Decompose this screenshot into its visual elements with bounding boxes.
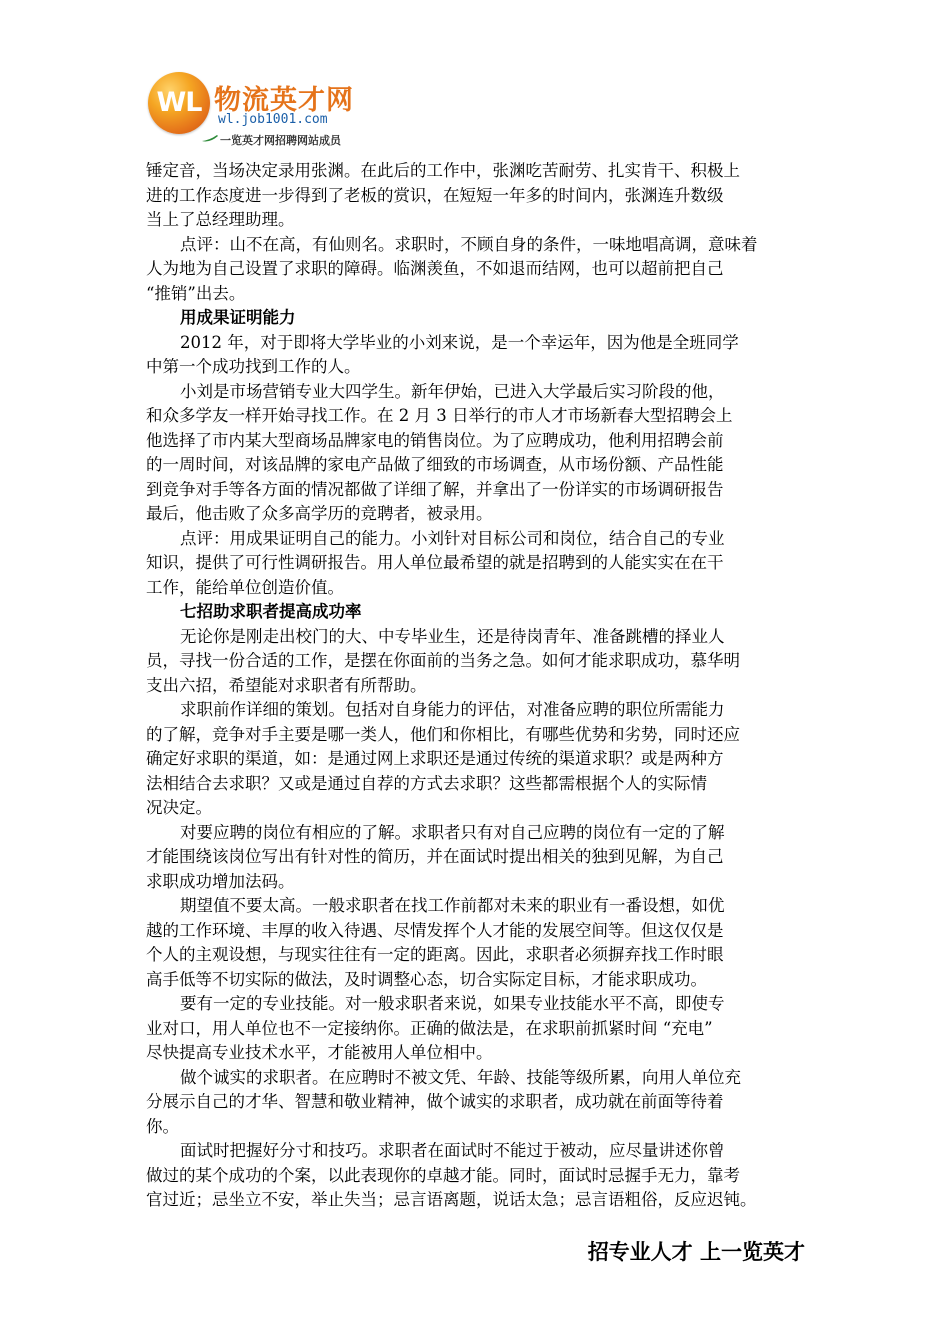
logo-tagline: 一览英才网招聘网站成员	[220, 134, 341, 147]
paragraph-line: 最后，他击败了众多高学历的竞聘者，被录用。	[146, 504, 493, 523]
paragraph-line: 知识，提供了可行性调研报告。用人单位最希望的就是招聘到的人能实实在在干	[146, 553, 724, 572]
paragraph-line: 要有一定的专业技能。对一般求职者来说，如果专业技能水平不高，即使专	[180, 994, 725, 1013]
paragraph-line: 做过的某个成功的个案，以此表现你的卓越才能。同时，面试时忌握手无力，靠考	[146, 1165, 740, 1185]
paragraph-line: 当上了总经理助理。	[146, 210, 295, 229]
paragraph-line: 你。	[146, 1116, 179, 1136]
paragraph-line: 中第一个成功找到工作的人。	[146, 357, 361, 376]
paragraph-line: 人为地为自己设置了求职的障碍。临渊羡鱼，不如退而结网，也可以超前把自己	[146, 259, 724, 278]
logo-site-url: wl.job1001.com	[218, 112, 328, 127]
paragraph-line: 到竞争对手等各方面的情况都做了详细了解，并拿出了一份详实的市场调研报告	[146, 479, 724, 499]
paragraph-line: 个人的主观设想，与现实往往有一定的距离。因此，求职者必须摒弃找工作时眼	[146, 945, 724, 964]
paragraph-line: 员，寻找一份合适的工作，是摆在你面前的当务之急。如何才能求职成功，慕华明	[146, 651, 740, 670]
paragraph-line: 才能围绕该岗位写出有针对性的简历，并在面试时提出相关的独到见解，为自己	[146, 847, 724, 866]
paragraph-line: “推销”出去。	[146, 283, 246, 303]
paragraph-line: 的一周时间，对该品牌的家电产品做了细致的市场调查，从市场份额、产品性能	[146, 455, 724, 474]
section-heading: 七招助求职者提高成功率	[180, 602, 362, 621]
paragraph-line: 小刘是市场营销专业大四学生。新年伊始，已进入大学最后实习阶段的他，	[180, 381, 725, 401]
paragraph-line: 他选择了市内某大型商场品牌家电的销售岗位。为了应聘成功，他利用招聘会前	[146, 430, 724, 450]
logo-badge-text: WL	[156, 87, 202, 118]
paragraph-line: 期望值不要太高。一般求职者在找工作前都对未来的职业有一番设想，如优	[180, 896, 725, 915]
paragraph-line: 点评：用成果证明自己的能力。小刘针对目标公司和岗位，结合自己的专业	[180, 528, 725, 548]
paragraph-line: 求职前作详细的策划。包括对自身能力的评估，对准备应聘的职位所需能力	[180, 700, 725, 719]
article-body	[146, 159, 810, 1213]
paragraph-line: 对要应聘的岗位有相应的了解。求职者只有对自己应聘的岗位有一定的了解	[180, 822, 725, 842]
paragraph-line: 工作，能给单位创造价值。	[146, 577, 344, 597]
paragraph-line: 确定好求职的渠道，如：是通过网上求职还是通过传统的渠道求职？或是两种方	[146, 749, 724, 768]
paragraph-line: 法相结合去求职？又或是通过自荐的方式去求职？这些都需根据个人的实际情	[146, 773, 707, 793]
paragraph-line: 尽快提高专业技术水平，才能被用人单位相中。	[146, 1043, 493, 1062]
paragraph-line: 求职成功增加法码。	[146, 871, 295, 891]
paragraph-line: 的了解，竞争对手主要是哪一类人，他们和你相比，有哪些优势和劣势，同时还应	[146, 724, 740, 744]
paragraph-line: 高手低等不切实际的做法，及时调整心态，切合实际定目标，才能求职成功。	[146, 969, 707, 989]
paragraph-line: 点评：山不在高，有仙则名。求职时，不顾自身的条件，一味地唱高调，意味着	[180, 234, 758, 254]
paragraph-line: 业对口，用人单位也不一定接纳你。正确的做法是，在求职前抓紧时间 “充电”	[146, 1018, 713, 1038]
paragraph-line: 官过近；忌坐立不安，举止失当；忌言语离题，说话太急；忌言语粗俗，反应迟钝。	[146, 1190, 757, 1209]
section-heading: 用成果证明能力	[180, 308, 296, 327]
logo-site-name: 物流英才网	[214, 85, 354, 116]
paragraph-line: 越的工作环境、丰厚的收入待遇、尽情发挥个人才能的发展空间等。但这仅仅是	[146, 920, 724, 940]
paragraph-line: 况决定。	[146, 798, 212, 817]
paragraph-line: 和众多学友一样开始寻找工作。在 2 月 3 日举行的市人才市场新春大型招聘会上	[146, 406, 733, 425]
paragraph-line: 无论你是刚走出校门的大、中专毕业生，还是待岗青年、准备跳槽的择业人	[180, 626, 725, 646]
paragraph-line: 支出六招，希望能对求职者有所帮助。	[146, 675, 427, 695]
paragraph-line: 进的工作态度进一步得到了老板的赏识，在短短一年多的时间内，张渊连升数级	[146, 185, 724, 205]
paragraph-line: 锤定音，当场决定录用张渊。在此后的工作中，张渊吃苦耐劳、扎实肯干、积极上	[146, 161, 740, 180]
paragraph-line: 做个诚实的求职者。在应聘时不被文凭、年龄、技能等级所累，向用人单位充	[180, 1067, 741, 1087]
paragraph-line: 面试时把握好分寸和技巧。求职者在面试时不能过于被动，应尽量讲述你曾	[180, 1141, 725, 1160]
footer-slogan: 招专业人才 上一览英才	[587, 1240, 805, 1264]
site-logo[interactable]	[148, 72, 388, 152]
swoosh-icon	[202, 135, 218, 143]
paragraph-line: 2012 年，对于即将大学毕业的小刘来说，是一个幸运年，因为他是全班同学	[180, 332, 739, 352]
paragraph-line: 分展示自己的才华、智慧和敬业精神，做个诚实的求职者，成功就在前面等待着	[146, 1092, 724, 1111]
